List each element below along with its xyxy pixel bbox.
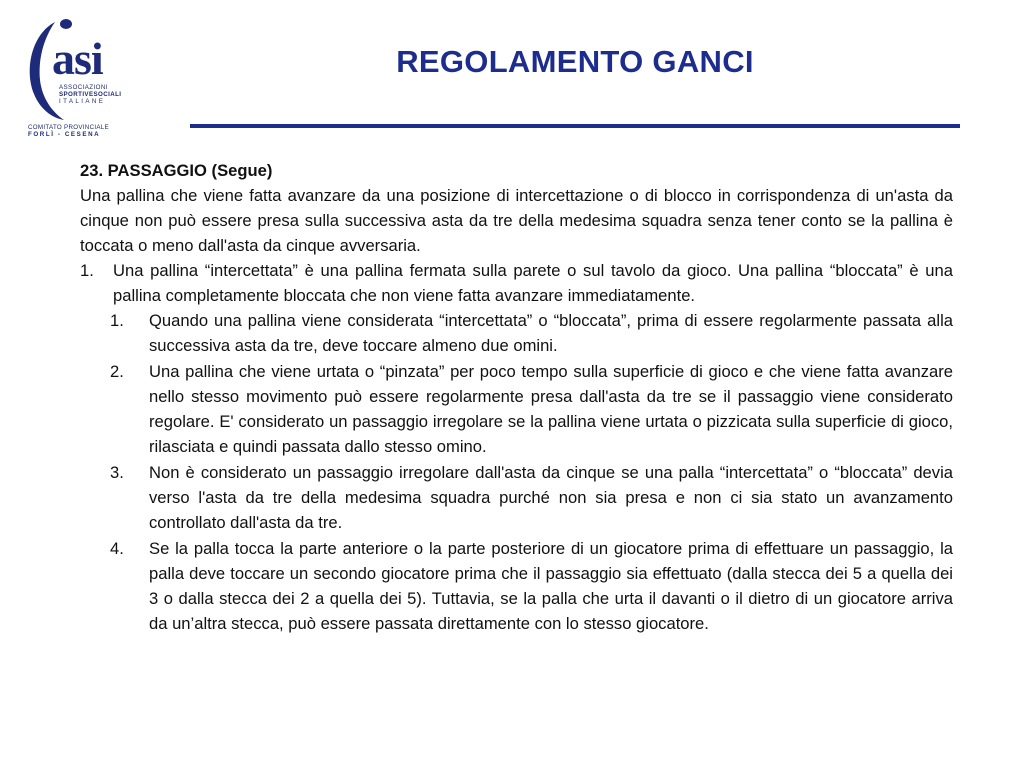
sub-list-item-number: 3. <box>110 463 124 482</box>
logo-assoc-line-2: SPORTIVESOCIALI <box>59 91 122 98</box>
page-title: REGOLAMENTO GANCI <box>396 44 754 79</box>
list-item-text: Una pallina “intercettata” è una pallina fermata sulla parete o sul tavolo da gioco. Una pallina “bloccata” è una pallina completamente bloccata che non viene fatta avanzare immediatamente. <box>113 261 953 305</box>
sub-list-item <box>110 536 953 636</box>
sub-list <box>110 308 953 636</box>
sub-list-item-text: Se la palla tocca la parte anteriore o la parte posteriore di un giocatore prima di effettuare un passaggio, la palla deve toccare un secondo giocatore prima che il passaggio sia effettuato (dalla stecca dei 5 a quella dei 3 o dalla stecca dei 2 a quella dei 5). Tuttavia, se la palla che urta il davanti o il dietro di un giocatore arriva da un’altra stecca, può essere passata direttamente con lo stesso giocatore. <box>149 539 953 633</box>
logo <box>22 14 122 138</box>
logo-comitato-line-2: FORLÌ - CESENA <box>28 131 101 139</box>
sub-list-item-number: 2. <box>110 362 124 381</box>
section-intro: Una pallina che viene fatta avanzare da una posizione di intercettazione o di blocco in corrispondenza di un'asta da cinque non può essere presa sulla successiva asta da tre della medesima squadra senza tener conto se la pallina è toccata o meno dall'asta da cinque avversaria. <box>80 186 953 255</box>
section-heading: 23. PASSAGGIO (Segue) <box>80 161 273 180</box>
logo-brand: asi <box>52 33 103 84</box>
list-item-number: 1. <box>80 261 94 280</box>
list-item <box>80 258 953 308</box>
logo-association-text <box>59 84 121 105</box>
title-divider <box>190 124 960 128</box>
logo-assoc-line-3: ITALIANE <box>59 98 106 105</box>
document-body <box>80 158 953 636</box>
sub-list-item-text: Una pallina che viene urtata o “pinzata” per poco tempo sulla superficie di gioco e che viene fatta avanzare nello stesso movimento può essere regolarmente presa dall'asta da tre se il passaggio viene considerato regolare. E' considerato un passaggio irregolare se la pallina viene urtata o pizzicata sulla superficie di gioco, rilasciata e quindi passata dallo stesso omino. <box>149 362 953 456</box>
logo-comitato-text <box>28 124 128 139</box>
sub-list-item <box>110 308 953 358</box>
sub-list-item <box>110 460 953 535</box>
sub-list-item-text: Non è considerato un passaggio irregolare dall'asta da cinque se una palla “intercettata” o “bloccata” devia verso l'asta da tre della medesima squadra purché non sia presa e non ci sia stato un avanzamento controllato dall'asta da tre. <box>149 463 953 532</box>
sub-list-item-text: Quando una pallina viene considerata “intercettata” o “bloccata”, prima di essere regolarmente passata alla successiva asta da tre, deve toccare almeno due omini. <box>149 311 953 355</box>
logo-comitato-line-1: COMITATO PROVINCIALE <box>28 124 109 131</box>
sub-list-item-number: 4. <box>110 539 124 558</box>
sub-list-item <box>110 359 953 459</box>
sub-list-item-number: 1. <box>110 311 124 330</box>
logo-assoc-line-1: ASSOCIAZIONI <box>59 84 108 91</box>
